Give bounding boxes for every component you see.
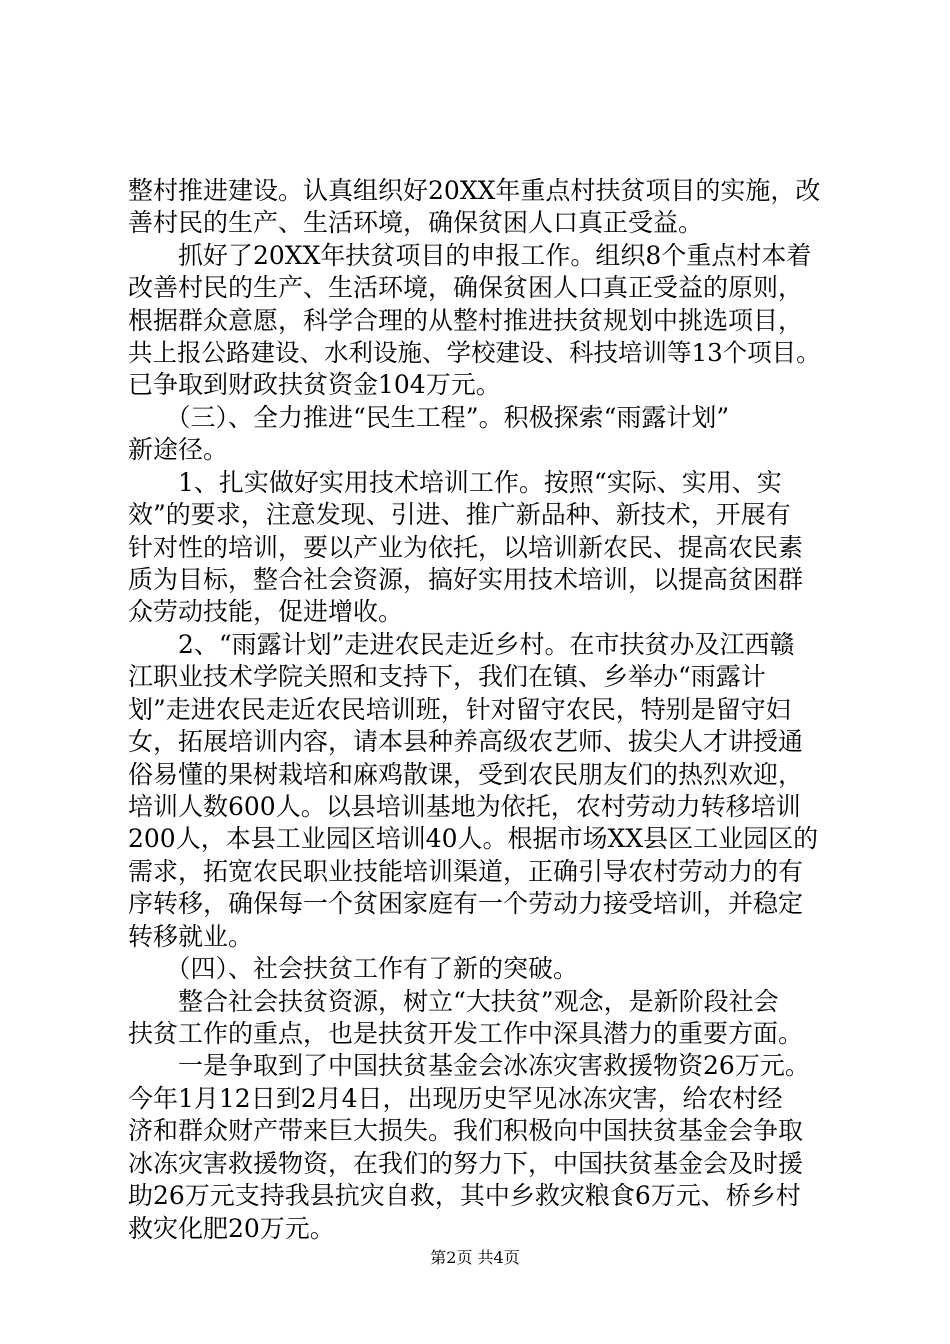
text-line: 根据群众意愿，科学合理的从整村推进扶贫规划中挑选项目， (128, 306, 804, 335)
text-line: 女，拓展培训内容，请本县种养高级农艺师、拔尖人才讲授通 (128, 727, 804, 756)
section-heading: （四）、社会扶贫工作有了新的突破。 (128, 954, 579, 983)
section-heading: （三）、全力推进“民生工程”。积极探索“雨露计划” (128, 403, 730, 432)
text-line: 济和群众财产带来巨大损失。我们积极向中国扶贫基金会争取 (128, 1116, 804, 1145)
page-number-footer: 第2页 共4页 (430, 1248, 520, 1267)
text-line: 质为目标，整合社会资源，搞好实用技术培训，以提高贫困群 (128, 565, 804, 594)
text-line: 针对性的培训，要以产业为依托，以培训新农民、提高农民素 (128, 533, 804, 562)
text-line: 划”走进农民走近农民培训班，针对留守农民，特别是留守妇 (128, 695, 791, 724)
text-line: 已争取到财政扶贫资金104万元。 (128, 370, 501, 399)
text-line: 序转移，确保每一个贫困家庭有一个劳动力接受培训，并稳定 (128, 889, 804, 918)
text-line: 众劳动技能，促进增收。 (128, 597, 404, 626)
text-line: 救灾化肥20万元。 (128, 1214, 335, 1243)
text-line: 共上报公路建设、水利设施、学校建设、科技培训等13个项目。 (128, 338, 821, 367)
text-line: 新途径。 (128, 435, 229, 464)
text-line: 整合社会扶贫资源，树立“大扶贫”观念，是新阶段社会 (128, 987, 779, 1016)
text-line: 需求，拓宽农民职业技能培训渠道，正确引导农村劳动力的有 (128, 857, 804, 886)
text-line: 今年1月12日到2月4日，出现历史罕见冰冻灾害，给农村经 (128, 1084, 783, 1113)
text-line: 培训人数600人。以县培训基地为依托，农村劳动力转移培训 (128, 792, 801, 821)
text-line: 抓好了20XX年扶贫项目的申报工作。组织8个重点村本着 (128, 241, 812, 270)
text-line: 1、扎实做好实用技术培训工作。按照“实际、实用、实 (128, 468, 782, 497)
text-line: 一是争取到了中国扶贫基金会冰冻灾害救援物资26万元。 (128, 1051, 810, 1080)
text-line: 善村民的生产、生活环境，确保贫困人口真正受益。 (128, 208, 704, 237)
text-line: 转移就业。 (128, 922, 254, 951)
text-line: 冰冻灾害救援物资，在我们的努力下，中国扶贫基金会及时援 (128, 1149, 804, 1178)
text-line: 效”的要求，注意发现、引进、推广新品种、新技术，开展有 (128, 500, 791, 529)
text-line: 俗易懂的果树栽培和麻鸡散课，受到农民朋友们的热烈欢迎， (128, 760, 804, 789)
text-line: 助26万元支持我县抗灾自救，其中乡救灾粮食6万元、桥乡村 (128, 1181, 801, 1210)
text-line: 扶贫工作的重点，也是扶贫开发工作中深具潜力的重要方面。 (128, 1019, 804, 1048)
text-line: 2、“雨露计划”走进农民走近乡村。在市扶贫办及江西赣 (128, 630, 795, 659)
text-line: 200人，本县工业园区培训40人。根据市场XX县区工业园区的 (128, 824, 819, 853)
text-line: 江职业技术学院关照和支持下，我们在镇、乡举办“雨露计 (128, 662, 766, 691)
text-line: 改善村民的生产、生活环境，确保贫困人口真正受益的原则， (128, 273, 804, 302)
text-line: 整村推进建设。认真组织好20XX年重点村扶贫项目的实施，改 (128, 176, 821, 205)
